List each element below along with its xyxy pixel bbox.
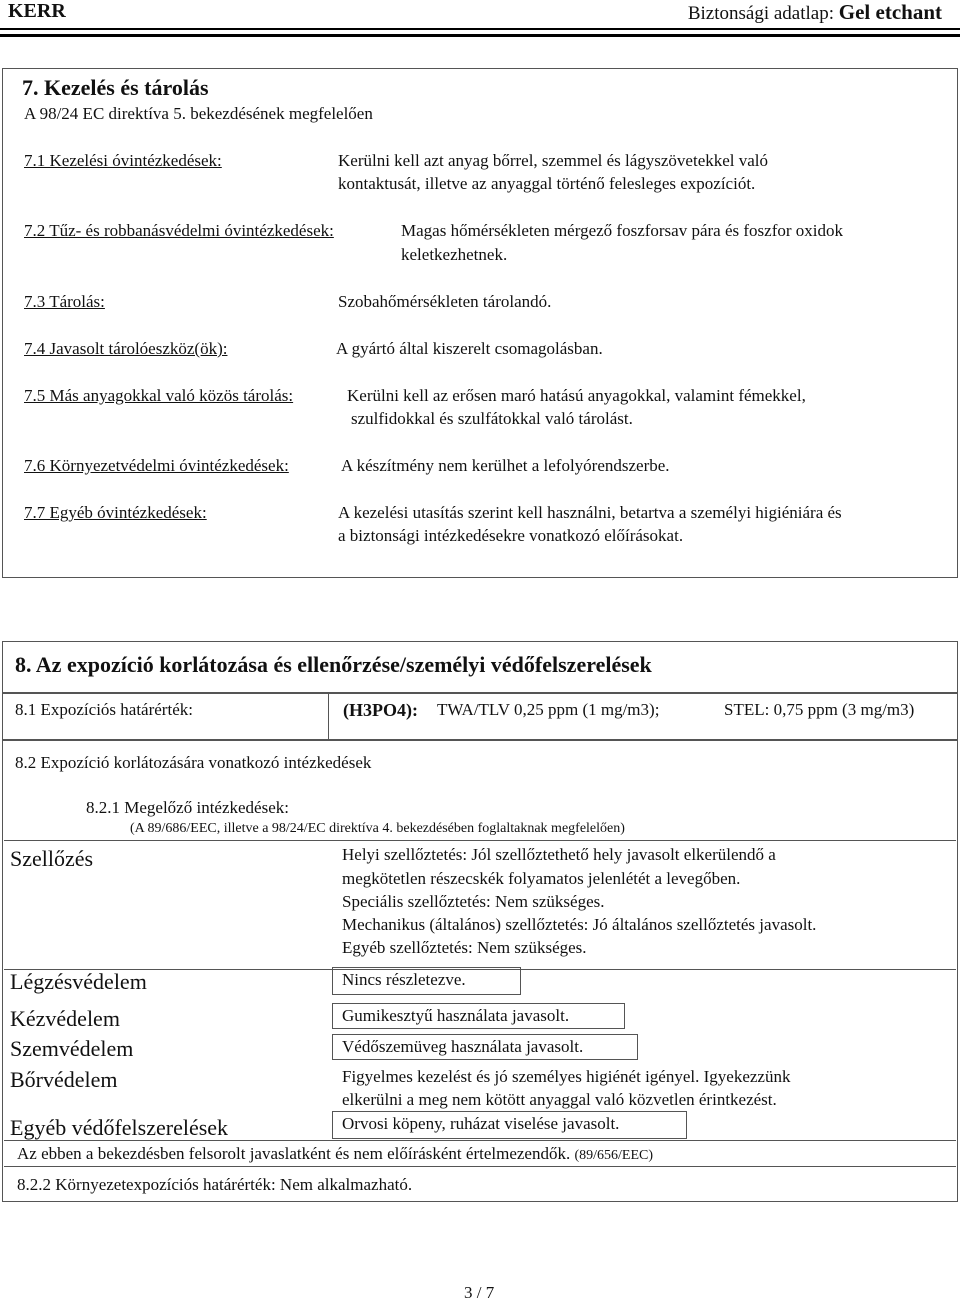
item-7-7-label: 7.7 Egyéb óvintézkedések: [24, 503, 207, 522]
header-rule [0, 28, 960, 30]
item-7-5-label: 7.5 Más anyagokkal való közös tárolás: [24, 386, 294, 405]
ventilation-text-4: Mechanikus (általános) szellőztetés: Jó általános szellőztetés javasolt. [342, 915, 817, 934]
item-8-1-twa: TWA/TLV 0,25 ppm (1 mg/m3); [437, 700, 660, 719]
item-8-2-1-note: (A 89/686/EEC, illetve a 98/24/EC direktíva 4. bekezdésében foglaltaknak megfelelően) [130, 821, 625, 836]
document-title [688, 0, 942, 25]
item-8-2-2-label: 8.2.2 Környezetexpozíciós határérték: Nem alkalmazható. [17, 1175, 413, 1194]
header-rule-2 [0, 34, 960, 37]
item-8-1-label: 8.1 Expozíciós határérték: [15, 700, 193, 719]
company-name: KERR [8, 0, 66, 22]
other-ppe-value: Orvosi köpeny, ruházat viselése javasolt. [342, 1114, 620, 1133]
item-7-2-label: 7.2 Tűz- és robbanásvédelmi óvintézkedések: [24, 221, 334, 240]
item-7-3-text: Szobahőmérsékleten tárolandó. [338, 292, 552, 311]
ventilation-label: Szellőzés [10, 846, 94, 871]
respiratory-value: Nincs részletezve. [342, 970, 466, 989]
skin-text-2: elkerülni a meg nem kötött anyaggal való közvetlen érintkezést. [342, 1090, 777, 1109]
eye-label: Szemvédelem [10, 1036, 134, 1061]
item-8-1-substance: (H3PO4): [343, 700, 418, 720]
measures-rule [4, 840, 956, 841]
page-number: 3 / 7 [464, 1283, 495, 1302]
item-7-3-label: 7.3 Tárolás: [24, 292, 105, 311]
ventilation-text-5: Egyéb szellőztetés: Nem szükséges. [342, 938, 587, 957]
item-7-6-text: A készítmény nem kerülhet a lefolyórendszerbe. [341, 456, 670, 475]
ventilation-text-3: Speciális szellőztetés: Nem szükséges. [342, 892, 605, 911]
doc-label: Biztonsági adatlap: [687, 3, 835, 24]
item-7-7-text-2: a biztonsági intézkedésekre vonatkozó előírásokat. [338, 526, 684, 545]
section-8-note [17, 1143, 653, 1167]
item-7-4-text: A gyártó által kiszerelt csomagolásban. [336, 339, 603, 358]
item-7-4-label: 7.4 Javasolt tárolóeszköz(ök): [24, 339, 228, 358]
item-7-1-text-2: kontaktusát, illetve az anyaggal történő felesleges expozíciót. [338, 174, 756, 193]
item-7-5-text-2: szulfidokkal és szulfátokkal való tárolást. [351, 409, 633, 428]
hand-label: Kézvédelem [10, 1006, 120, 1031]
item-7-2-text-2: keletkezhetnek. [401, 245, 508, 264]
section-8-title: 8. Az expozíció korlátozása és ellenőrzése/személyi védőfelszerelések [15, 652, 652, 677]
item-7-2-text-1: Magas hőmérsékleten mérgező foszforsav pára és foszfor oxidok [401, 221, 843, 240]
section-7-title: 7. Kezelés és tárolás [22, 75, 209, 100]
skin-label: Bőrvédelem [10, 1067, 118, 1092]
item-7-5-text-1: Kerülni kell az erősen maró hatású anyagokkal, valamint fémekkel, [347, 386, 806, 405]
section-8-note-ref: (89/656/EEC) [574, 1148, 654, 1163]
section-7-subtitle: A 98/24 EC direktíva 5. bekezdésének megfelelően [24, 104, 373, 123]
item-7-1-label: 7.1 Kezelési óvintézkedések: [24, 151, 222, 170]
section-8-note-text: Az ebben a bekezdésben felsorolt javaslatként és nem előírásként értelmezendők. [17, 1144, 571, 1163]
ventilation-text-1: Helyi szellőztetés: Jól szellőztethető hely javasolt elkerülendő a [342, 845, 776, 864]
respiratory-label: Légzésvédelem [10, 969, 147, 994]
item-8-2-1-label: 8.2.1 Megelőző intézkedések: [86, 798, 289, 817]
item-7-6-label: 7.6 Környezetvédelmi óvintézkedések: [24, 456, 289, 475]
item-7-1-text-1: Kerülni kell azt anyag bőrrel, szemmel és lágyszövetekkel való [338, 151, 769, 170]
skin-text-1: Figyelmes kezelést és jó személyes higiénét igényel. Igyekezzünk [342, 1067, 791, 1086]
other-ppe-label: Egyéb védőfelszerelések [10, 1115, 229, 1140]
item-7-7-text-1: A kezelési utasítás szerint kell használni, betartva a személyi higiéniára és [338, 503, 842, 522]
product-name: Gel etchant [838, 0, 942, 24]
hand-value: Gumikesztyű használata javasolt. [342, 1006, 570, 1025]
eye-value: Védőszemüveg használata javasolt. [342, 1037, 584, 1056]
ventilation-text-2: megkötetlen részecskék folyamatos jelenlétét a levegőben. [342, 869, 741, 888]
item-8-2-label: 8.2 Expozíció korlátozására vonatkozó intézkedések [15, 753, 372, 772]
item-8-1-stel: STEL: 0,75 ppm (3 mg/m3) [724, 700, 915, 719]
